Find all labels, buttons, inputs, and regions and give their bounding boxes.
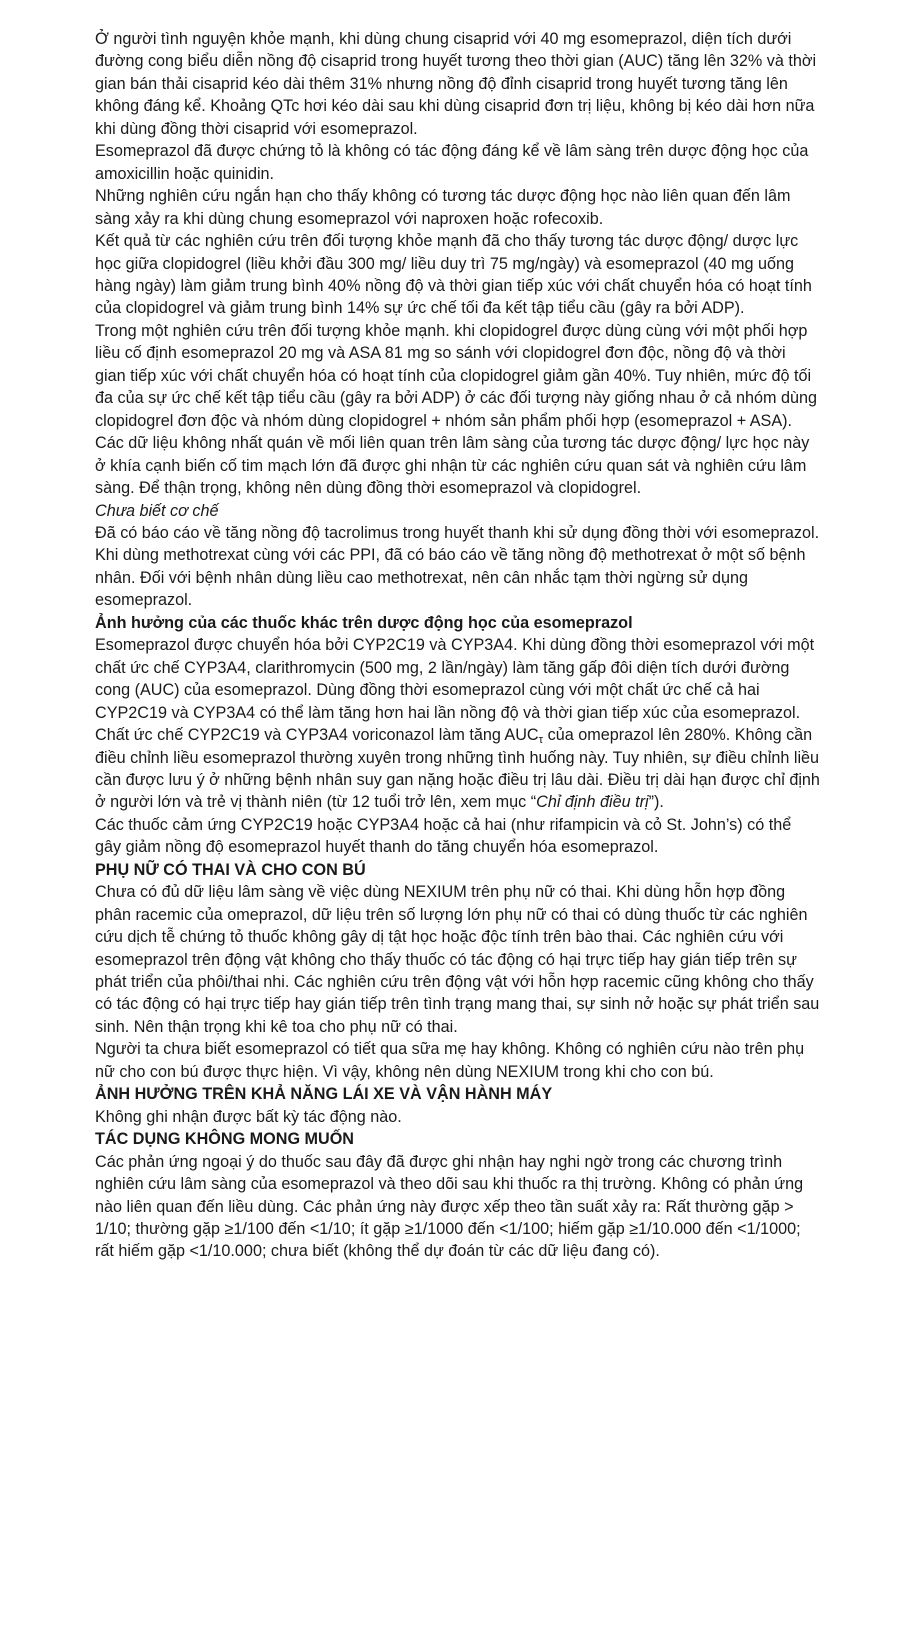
paragraph-cyp-part-a: Esomeprazol được chuyển hóa bởi CYP2C19 và CYP3A4. Khi dùng đồng thời esomeprazol với một chất ức chế CYP3A4, clarithromycin (500 mg, 2 lần/ngày) làm tăng gấp đôi diện tích dưới đường cong (AUC) của esomeprazol. Dùng đồng thời esomeprazol cùng với một chất ức chế cả hai CYP2C19 và CYP3A4 có thể làm tăng hơn hai lần nồng độ và thời gian tiếp xúc của esomeprazol. Chất ức chế CYP2C19 và CYP3A4 voriconazol làm tăng AUC (95, 636, 815, 745)
heading-adverse-effects: TÁC DỤNG KHÔNG MONG MUỐN (95, 1130, 354, 1149)
paragraph-tacrolimus: Đã có báo cáo về tăng nồng độ tacrolimus trong huyết thanh khi sử dụng đồng thời với esomeprazol. (95, 523, 820, 542)
paragraph-methotrexat: Khi dùng methotrexat cùng với các PPI, đã có báo cáo về tăng nồng độ methotrexat ở một số bệnh nhân. Đối với bệnh nhân dùng liều cao methotrexat, nên cân nhắc tạm thời ngừng sử dụng esomeprazol. (95, 546, 806, 610)
paragraph-amoxicillin: Esomeprazol đã được chứng tỏ là không có tác động đáng kể về lâm sàng trên dược động học của amoxicillin hoặc quinidin. (95, 142, 809, 183)
paragraph-adverse-effects: Các phản ứng ngoại ý do thuốc sau đây đã được ghi nhận hay nghi ngờ trong các chương trình nghiên cứu lâm sàng của esomeprazol và theo dõi sau khi thuốc ra thị trường. Không có phản ứng nào liên quan đến liều dùng. Các phản ứng này được xếp theo tần suất xảy ra: Rất thường gặp > 1/10; thường gặp ≥1/100 đến <1/10; ít gặp ≥1/1000 đến <1/100; hiếm gặp ≥1/10.000 đến <1/1000; rất hiếm gặp <1/10.000; chưa biết (không thể dự đoán từ các dữ liệu đang có). (95, 1152, 804, 1261)
document-page (95, 28, 820, 1263)
paragraph-clopidogrel-3: Các dữ liệu không nhất quán về mối liên quan trên lâm sàng của tương tác dược động/ lực học này ở khía cạnh biến cố tim mạch lớn đã được ghi nhận từ các nghiên cứu quan sát và nghiên cứu lâm sàng. Để thận trọng, không nên dùng đồng thời esomeprazol và clopidogrel. (95, 434, 810, 498)
paragraph-lactation: Người ta chưa biết esomeprazol có tiết qua sữa mẹ hay không. Không có nghiên cứu nào trên phụ nữ cho con bú được thực hiện. Vì vậy, không nên dùng NEXIUM trong khi cho con bú. (95, 1040, 805, 1081)
auc-subscript: τ (538, 733, 544, 746)
paragraph-cisaprid: Ở người tình nguyện khỏe mạnh, khi dùng chung cisaprid với 40 mg esomeprazol, diện tích dưới đường cong biểu diễn nồng độ cisaprid trong huyết tương theo thời gian (AUC) tăng lên 32% và thời gian bán thải cisaprid kéo dài thêm 31% nhưng nồng độ đỉnh cisaprid trong huyết tương tăng lên không đáng kể. Khoảng QTc hơi kéo dài sau khi dùng cisaprid đơn trị liệu, không bị kéo dài hơn nữa khi dùng đồng thời cisaprid với esomeprazol. (95, 30, 817, 138)
paragraph-cyp-part-b: của omeprazol lên 280%. Không cần điều chỉnh liều esomeprazol thường xuyên trong những tình huống này. Tuy nhiên, sự điều chỉnh liều cần được lưu ý ở những bệnh nhân suy gan nặng hoặc điều trị lâu dài. Điều trị dài hạn được chỉ định ở người lớn và trẻ vị thành niên (từ 12 tuổi trở lên, xem mục “ (95, 726, 820, 812)
subheading-unknown-mechanism: Chưa biết cơ chế (95, 501, 219, 520)
paragraph-pregnancy: Chưa có đủ dữ liệu lâm sàng về việc dùng NEXIUM trên phụ nữ có thai. Khi dùng hỗn hợp đồng phân racemic của omeprazol, dữ liệu trên số lượng lớn phụ nữ có thai có dùng thuốc từ các nghiên cứu dịch tễ chứng tỏ thuốc không gây dị tật học hoặc độc tính trên bào thai. Các nghiên cứu với esomeprazol trên động vật không cho thấy thuốc có tác động có hại trực tiếp hay gián tiếp trên sự phát triển của phôi/thai nhi. Các nghiên cứu trên động vật với hỗn hợp racemic cũng không cho thấy có tác động có hại trực tiếp hay gián tiếp trên tình trạng mang thai, sự sinh nở hoặc sự phát triển sau sinh. Nên thận trọng khi kê toa cho phụ nữ có thai. (95, 883, 820, 1036)
paragraph-driving: Không ghi nhận được bất kỳ tác động nào. (95, 1107, 402, 1126)
paragraph-cyp-metabolism (95, 634, 820, 814)
paragraph-naproxen: Những nghiên cứu ngắn hạn cho thấy không có tương tác dược động học nào liên quan đến lâm sàng xảy ra khi dùng chung esomeprazol với naproxen hoặc rofecoxib. (95, 187, 791, 228)
heading-other-drugs-effect: Ảnh hưởng của các thuốc khác trên dược động học của esomeprazol (95, 613, 633, 632)
paragraph-cyp-inducers: Các thuốc cảm ứng CYP2C19 hoặc CYP3A4 hoặc cả hai (như rifampicin và cỏ St. John’s) có thể gây giảm nồng độ esomeprazol huyết thanh do tăng chuyển hóa esomeprazol. (95, 815, 792, 857)
heading-driving: ẢNH HƯỞNG TRÊN KHẢ NĂNG LÁI XE VÀ VẬN HÀNH MÁY (95, 1085, 553, 1104)
paragraph-clopidogrel-2: Trong một nghiên cứu trên đối tượng khỏe mạnh. khi clopidogrel được dùng cùng với một phối hợp liều cố định esomeprazol 20 mg và ASA 81 mg so sánh với clopidogrel đơn độc, nồng độ và thời gian tiếp xúc với chất chuyển hóa có hoạt tính của clopidogrel giảm gần 40%. Tuy nhiên, mức độ tối đa của sự ức chế kết tập tiểu cầu (gây ra bởi ADP) ở các đối tượng này giống nhau ở cả nhóm dùng clopidogrel đơn độc và nhóm dùng clopidogrel + nhóm sản phẩm phối hợp (esomeprazol + ASA). (95, 321, 817, 430)
section-reference: Chỉ định điều trị (536, 793, 649, 812)
paragraph-cyp-part-d: ”). (648, 793, 664, 812)
heading-pregnancy-lactation: PHỤ NỮ CÓ THAI VÀ CHO CON BÚ (95, 860, 366, 879)
paragraph-clopidogrel-1: Kết quả từ các nghiên cứu trên đối tượng khỏe mạnh đã cho thấy tương tác dược động/ dược lực học giữa clopidogrel (liều khởi đầu 300 mg/ liều duy trì 75 mg/ngày) và esomeprazol (40 mg uống hàng ngày) làm giảm trung bình 40% nồng độ và thời gian tiếp xúc với chất chuyển hóa có hoạt tính của clopidogrel và giảm trung bình 14% sự ức chế tối đa kết tập tiểu cầu (gây ra bởi ADP). (95, 232, 812, 318)
